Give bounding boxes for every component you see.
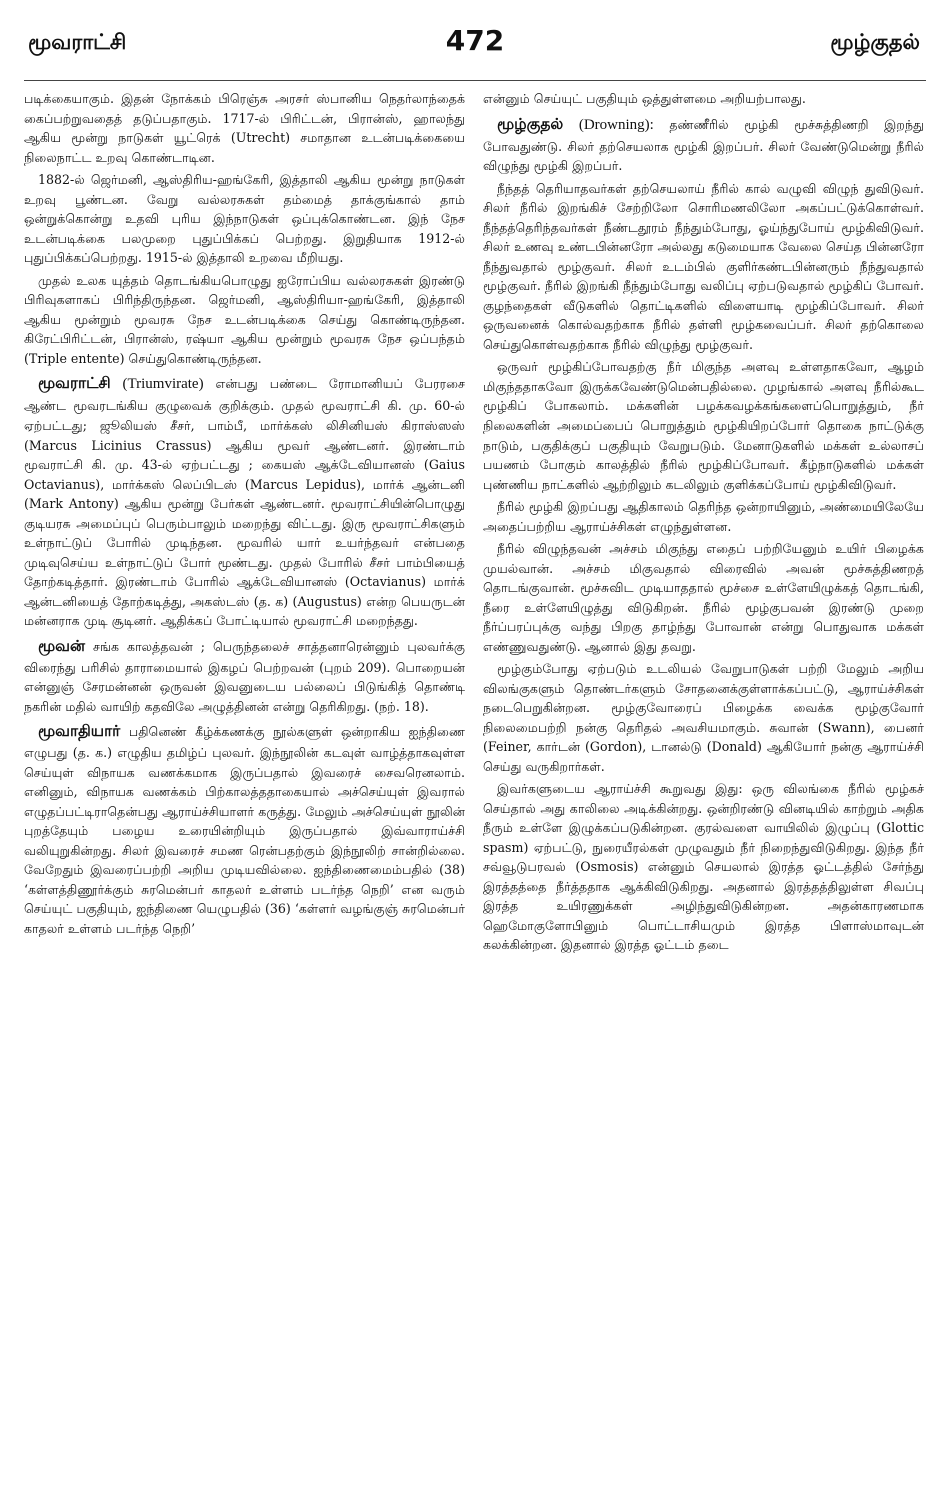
running-head-right: மூழ்குதல் <box>830 30 920 54</box>
page-header <box>24 22 926 81</box>
entry-text: சங்க காலத்தவன் ; பெருந்தலைச் சாத்தனாரென்னும் புலவர்க்கு விரைந்து பரிசில் தாராமையால் இகழப் பெற்றவன் (புறம் 209). பொறையன் என்னுஞ் சேரமன்னன் ஒருவன் இவனுடைய பல்லைப் பிடுங்கித் தொண்டி நகரின் மதில் வாயிற் கதவிலே அழுத்தினன் என்று தெரிகிறது. (நற். 18). <box>24 638 465 714</box>
entry-triumvirate <box>24 371 465 630</box>
entry-moovathiyar <box>24 719 465 938</box>
paragraph: நீந்தத் தெரியாதவர்கள் தற்செயலாய் நீரில் கால் வழுவி விழுந் துவிடுவர். சிலர் நீரில் இறங்கிச் சேற்றிலோ சொரிமணலிலோ அகப்பட்டுக்கொள்வர். நீந்தத்தெரிந்தவர்கள் நீண்டதூரம் நீந்தும்போது, ஓய்ந்துபோய் மூழ்கிவிடுவர். சிலர் உணவு உண்டபின்னரோ அல்லது கடுமையாக வேலை செய்த பின்னரோ நீந்துவதால் மூழ்குவர். சிலர் உடம்பில் குளிர்கண்டபின்னரும் நீந்துவதால் மூழ்குவர். நீரில் இறங்கி நீந்தும்போது வலிப்பு ஏற்படுவதால் மூழ்கிப் போவர். குழந்தைகள் வீடுகளில் தொட்டிகளில் விளையாடி மூழ்கிப்போவர். சிலர் ஒருவனைக் கொல்வதற்காக நீரில் தள்ளி மூழ்கவைப்பர். சிலர் தற்கொலை செய்துகொள்வதற்காக நீரில் விழுந்து மூழ்குவர். <box>483 180 924 352</box>
entry-text: பதினெண் கீழ்க்கணக்கு நூல்களுள் ஒன்றாகிய ஐந்திணை எழுபது (த. க.) எழுதிய தமிழ்ப் புலவர். இந்நூலின் கடவுள் வாழ்த்தாகவுள்ள செய்யுள் விநாயக வணக்கமாக இருப்பதால் இவரைச் சைவரெனலாம். எனினும், விநாயக வணக்கம் பிற்காலத்ததாகையால் அச்செய்யுள் இவரால் எழுதப்பட்டிராதென்பது ஆராய்ச்சியாளர் கருத்து. மேலும் அச்செய்யுள் நூலின் புறத்தேயும் பழைய உரையின்றியும் இருப்பதால் இவ்வாராய்ச்சி வலியுறுகின்றது. சிலர் இவரைச் சமண ரென்பதற்கும் இந்நூலிற் சான்றில்லை. வேறேதும் இவரைப்பற்றி அறிய முடியவில்லை. ஐந்திணைமைம்பதில் (38) ‘கள்ளத்திணூர்க்கும் சுரமென்பர் காதலர் உள்ளம் படர்ந்த நெறி’ என வரும் செய்யுட் பகுதியும், ஐந்திணை யெழுபதில் (36) ‘கள்ளர் வழங்குஞ் சுரமென்பர் காதலர் உள்ளம் படர்ந்த நெறி’ <box>24 724 465 936</box>
paragraph: இவர்களுடைய ஆராய்ச்சி கூறுவது இது: ஒரு விலங்கை நீரில் மூழ்கச் செய்தால் அது காலிலை அடிக்கின்றது. ஒன்றிரண்டு வினடியில் காற்றும் அதிக நீரும் உள்ளே இழுக்கப்படுகின்றன. குரல்வளை வாயிலில் இழுப்பு (Glottic spasm) ஏற்பட்டு, நுரையீரல்கள் முழுவதும் நீர் நிறைந்துவிடுகிறது. இந்த நீர் சவ்வூடுபரவல் (Osmosis) என்னும் செயலால் இரத்த ஓட்டத்தில் சேர்ந்து இரத்தத்தை நீர்த்ததாக ஆக்கிவிடுகிறது. அதனால் இரத்தத்திலுள்ள சிவப்பு இரத்த உயிரணுக்கள் அழிந்துவிடுகின்றன. அதன்காரணமாக ஹெமோகுளோபினும் பொட்டாசியமும் இரத்த பிளாஸ்மாவுடன் கலக்கின்றன. இதனால் இரத்த ஓட்டம் தடை <box>483 781 924 953</box>
right-column <box>483 89 924 958</box>
entry-headword: மூழ்குதல் <box>497 114 564 133</box>
paragraph: நீரில் விழுந்தவன் அச்சம் மிகுந்து எதைப் பற்றியேனும் உயிர் பிழைக்க முயல்வான். அச்சம் மிகுவதால் விரைவில் அவன் மூச்சுத்திணறத் தொடங்குவான். மூச்சுவிட முடியாததால் மூச்சை உள்ளேயிழுக்கத் தொடங்கி, நீரை உள்ளேயிழுத்து விடுகிறன். நீரில் மூழ்குபவன் இரண்டு முறை நீர்ப்பரப்புக்கு வந்து பிறகு தாழ்ந்து போவான் என்று பொதுவாக மக்கள் எண்ணுவதுண்டு. ஆனால் இது தவறு. <box>483 541 924 654</box>
paragraph: என்னும் செய்யுட் பகுதியும் ஒத்துள்ளமை அறியற்பாலது. <box>483 91 806 106</box>
entry-latin-term: (Triumvirate) <box>122 376 204 393</box>
page-number: 472 <box>445 24 505 57</box>
entry-drowning <box>483 112 924 176</box>
paragraph: படிக்கையாகும். இதன் நோக்கம் பிரெஞ்சு அரசர் ஸ்பானிய நெதர்லாந்தைக் கைப்பற்றுவதைத் தடுப்பதாகும். 1717-ல் பிரிட்டன், பிரான்ஸ், ஹாலந்து ஆகிய மூன்று நாடுகள் யூட்ரெக் (Utrecht) சமாதான உடன்படிக்கையை நிலைநாட்ட உறவு கொண்டாடின. <box>24 91 465 165</box>
paragraph: மூழ்கும்போது ஏற்படும் உடலியல் வேறுபாடுகள் பற்றி மேலும் அறிய விலங்குகளும் தொண்டர்களும் சோதனைக்குள்ளாக்கப்பட்டு, ஆராய்ச்சிகள் நடைபெறுகின்றன. மூழ்குவோரைப் பிழைக்க வைக்க மூழ்குவோர் நிலைமைபற்றி நன்கு தெரிதல் அவசியமாகும். சுவான் (Swann), பைனர் (Feiner, கார்டன் (Gordon), டானல்டு (Donald) ஆகியோர் நன்கு ஆராய்ச்சி செய்து வருகிறார்கள். <box>483 661 924 774</box>
paragraph: முதல் உலக யுத்தம் தொடங்கியபொழுது ஐரோப்பிய வல்லரசுகள் இரண்டு பிரிவுகளாகப் பிரிந்திருந்தன. ஜெர்மனி, ஆஸ்திரியா-ஹங்கேரி, இத்தாலி ஆகிய மூன்றும் மூவரசு நேச உடன்படிக்கை செய்து கொண்டிருந்தன. கிரேட்பிரிட்டன், பிரான்ஸ், ரஷ்யா ஆகிய மூன்றும் மூவரசு நேச ஒப்பந்தம் (Triple entente) செய்துகொண்டிருந்தன. <box>24 272 465 366</box>
entry-headword: மூவராட்சி <box>38 374 111 393</box>
running-head-left: மூவராட்சி <box>28 30 127 54</box>
entry-text: தண்ணீரில் மூழ்கி மூச்சுத்திணறி இறந்து போவதுண்டு. சிலர் தற்செயலாக மூழ்கி இறப்பர். சிலர் வேண்டுமென்று நீரில் விழுந்து மூழ்கி இறப்பர். <box>483 116 924 174</box>
entry-headword: மூவாதியார் <box>38 722 121 741</box>
entry-headword: மூவன் <box>38 636 86 655</box>
entry-latin-term: (Drowning): <box>578 116 654 133</box>
paragraph: ஒருவர் மூழ்கிப்போவதற்கு நீர் மிகுந்த அளவு உள்ளதாகவோ, ஆழம் மிகுந்ததாகவோ இருக்கவேண்டுமென்பதில்லை. முழங்கால் அளவு நீரில்கூட மூழ்கிப் போகலாம். மக்களின் பழக்கவழக்கங்களைப்பொறுத்தும், நீர் நிலைகளின் அமைப்பைப் பொறுத்தும் மூழ்கியிறப்போர் தொகை நாட்டுக்கு நாடும், பகுதிக்குப் பகுதியும் வேறுபடும். மேனாடுகளில் மக்கள் உல்லாசப் பயணம் போகும் காலத்தில் நீரில் மூழ்கிப்போவர். கீழ்நாடுகளில் மக்கள் புண்ணிய நாட்களில் ஆற்றிலும் கடலிலும் குளிக்கப்போய் மூழ்கிவிடுவர். <box>483 359 924 492</box>
body-columns <box>24 89 926 958</box>
paragraph: 1882-ல் ஜெர்மனி, ஆஸ்திரிய-ஹங்கேரி, இத்தாலி ஆகிய மூன்று நாடுகள் உறவு பூண்டன. வேறு வல்லரசுகள் தம்மைத் தாக்குங்கால் தாம் ஒன்றுக்கொன்று உதவி புரிய இந்நாடுகள் ஒப்புக்கொண்டன. இந் நேச உடன்படிக்கை பலமுறை புதுப்பிக்கப் பெற்றது. இறுதியாக 1912-ல் புதுப்பிக்கப்பெற்றது. 1915-ல் இத்தாலி உறவை மீறியது. <box>24 172 465 266</box>
left-column <box>24 89 465 958</box>
entry-moovan <box>24 634 465 717</box>
paragraph: நீரில் மூழ்கி இறப்பது ஆதிகாலம் தெரிந்த ஒன்றாயினும், அண்மையிலேயே அதைப்பற்றிய ஆராய்ச்சிகள் எழுந்துள்ளன. <box>483 499 924 534</box>
entry-text: என்பது பண்டை ரோமானியப் பேரரசை ஆண்ட மூவரடங்கிய குழுவைக் குறிக்கும். முதல் மூவராட்சி கி. மு. 60-ல் ஏற்பட்டது; ஜூலியஸ் சீசர், பாம்பீ, மார்க்கஸ் லிசினியஸ் கிராஸ்ஸஸ் (Marcus Licinius Crassus) ஆகிய மூவர் ஆண்டனர். இரண்டாம் மூவராட்சி கி. மு. 43-ல் ஏற்பட்டது ; கையஸ் ஆக்டேவியானஸ் (Gaius Octavianus), மார்க்கஸ் லெப்பிடஸ் (Marcus Lepidus), மார்க் ஆன்டனி (Mark Antony) ஆகிய மூன்று பேர்கள் ஆண்டனர். மூவராட்சியின்பொழுது குடியரசு அமைப்புப் பெரும்பாலும் மறைந்து விட்டது. இரு மூவராட்சிகளும் உள்நாட்டுப் போரில் முடிந்தன. மூவரில் யார் உயர்ந்தவர் என்பதை முடிவுசெய்ய உள்நாட்டுப் போர் மூண்டது. முதல் போரில் சீசர் பாம்பியைத் தோற்கடித்தார். இரண்டாம் போரில் ஆக்டேவியானஸ் (Octavianus) மார்க் ஆன்டனியைத் தோற்கடித்து, அகஸ்டஸ் (த. க) (Augustus) என்ற பெயருடன் மன்னராக முடி சூடினர். ஆதிக்கப் போட்டியால் மூவராட்சி மறைந்தது. <box>24 376 465 629</box>
